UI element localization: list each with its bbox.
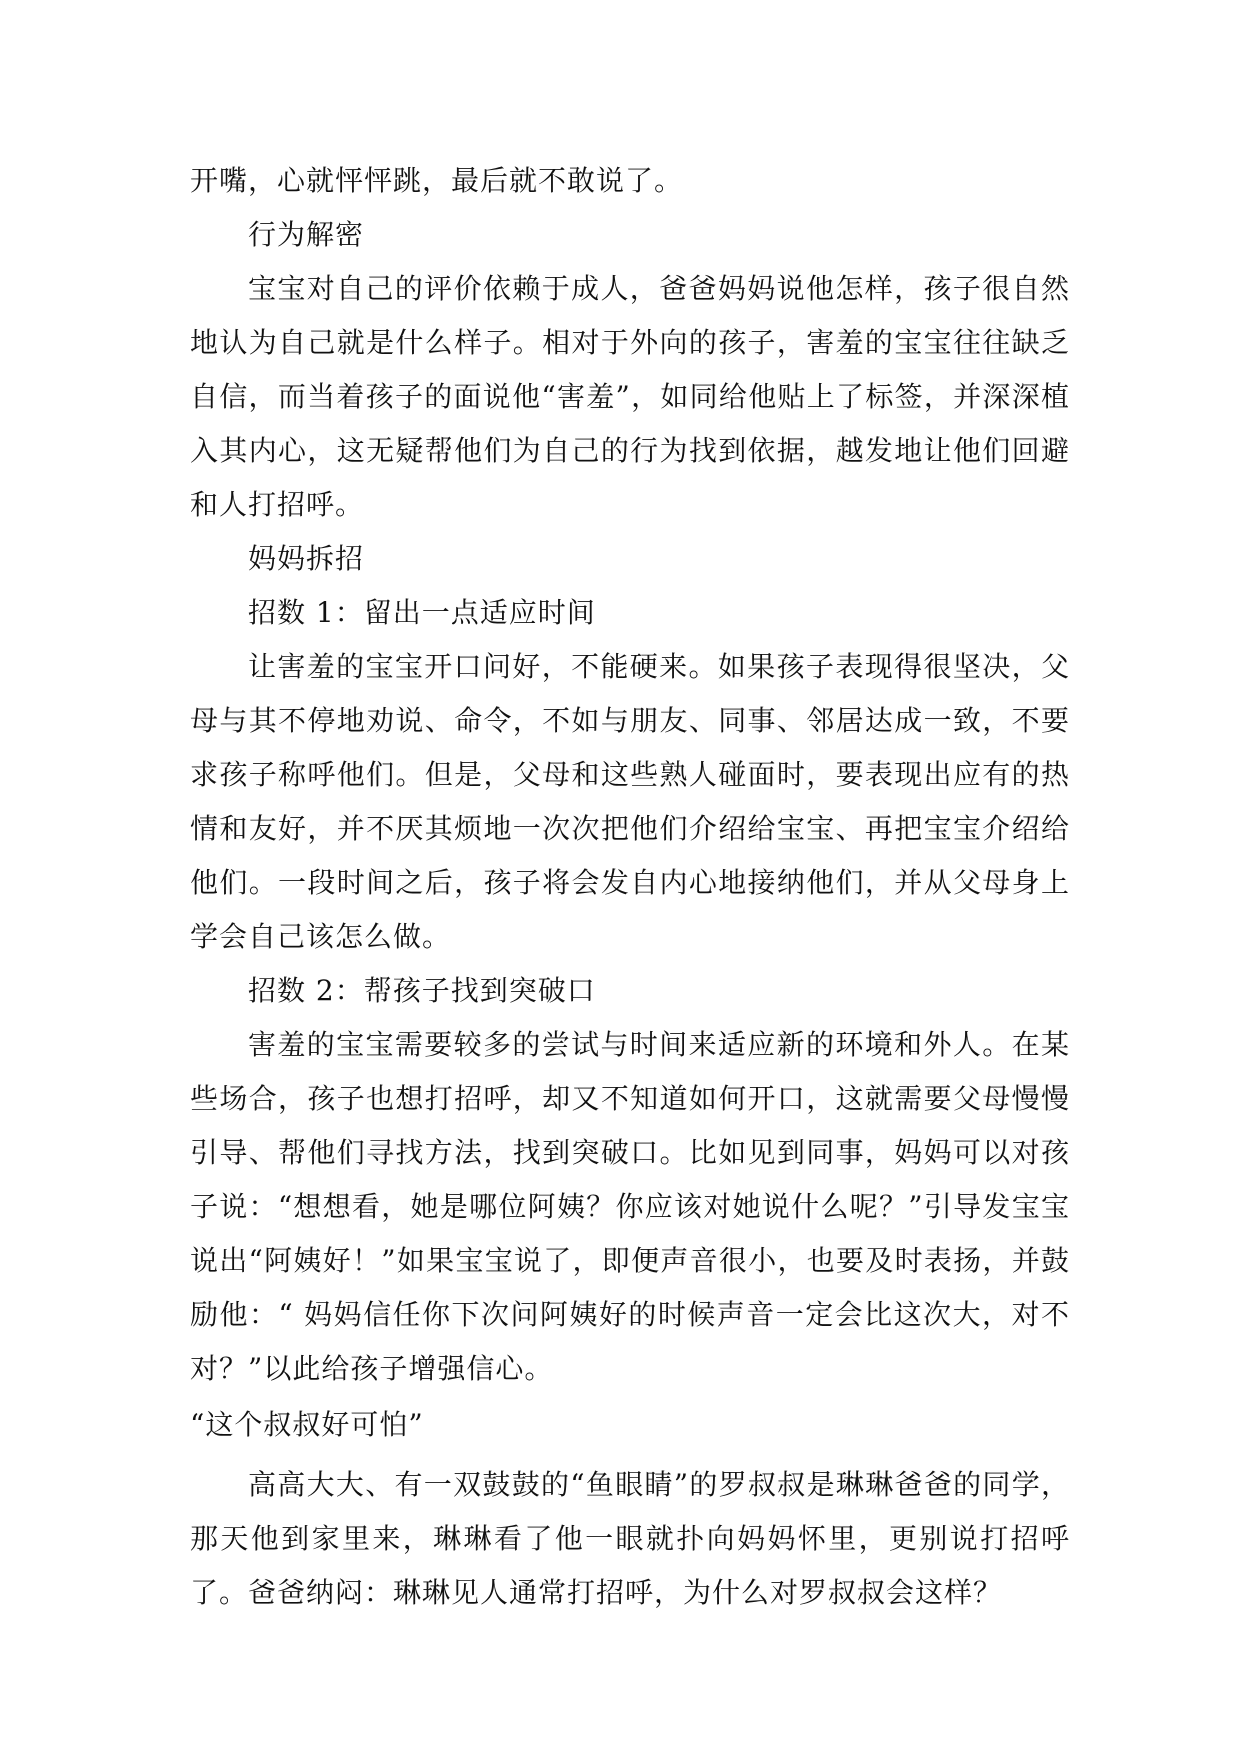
paragraph-behavior-explanation: 宝宝对自己的评价依赖于成人，爸爸妈妈说他怎样，孩子很自然地认为自己就是什么样子。相对于外向的孩子，害羞的宝宝往往缺乏自信，而当着孩子的面说他“害羞”，如同给他贴上了标签，并深深植入其内心，这无疑帮他们为自己的行为找到依据，越发地让他们回避和人打招呼。 [190,272,1070,521]
subheading-tip-2: 招数 2：帮孩子找到突破口 [248,974,596,1007]
article-body [190,154,1070,1620]
paragraph-tip-1: 让害羞的宝宝开口问好，不能硬来。如果孩子表现得很坚决，父母与其不停地劝说、命令，不如与朋友、同事、邻居达成一致，不要求孩子称呼他们。但是，父母和这些熟人碰面时，要表现出应有的热情和友好，并不厌其烦地一次次把他们介绍给宝宝、再把宝宝介绍给他们。一段时间之后，孩子将会发自内心地接纳他们，并从父母身上学会自己该怎么做。 [190,650,1070,953]
heading-behavior-decode: 行为解密 [248,218,365,251]
section-title-scary-uncle: “这个叔叔好可怕” [190,1408,424,1441]
paragraph-continued: 开嘴，心就怦怦跳，最后就不敢说了。 [190,164,684,197]
paragraph-scary-uncle-story: 高高大大、有一双鼓鼓的“鱼眼睛”的罗叔叔是琳琳爸爸的同学，那天他到家里来，琳琳看了他一眼就扑向妈妈怀里，更别说打招呼了。爸爸纳闷：琳琳见人通常打招呼，为什么对罗叔叔会这样？ [190,1468,1070,1609]
heading-mom-tips: 妈妈拆招 [248,542,365,575]
paragraph-tip-2: 害羞的宝宝需要较多的尝试与时间来适应新的环境和外人。在某些场合，孩子也想打招呼，却又不知道如何开口，这就需要父母慢慢引导、帮他们寻找方法，找到突破口。比如见到同事，妈妈可以对孩子说：“想想看，她是哪位阿姨？你应该对她说什么呢？”引导发宝宝说出“阿姨好！”如果宝宝说了，即便声音很小，也要及时表扬，并鼓励他：“ 妈妈信任你下次问阿姨好的时候声音一定会比这次大，对不对？”以此给孩子增强信心。 [190,1028,1070,1385]
subheading-tip-1: 招数 1：留出一点适应时间 [248,596,596,629]
